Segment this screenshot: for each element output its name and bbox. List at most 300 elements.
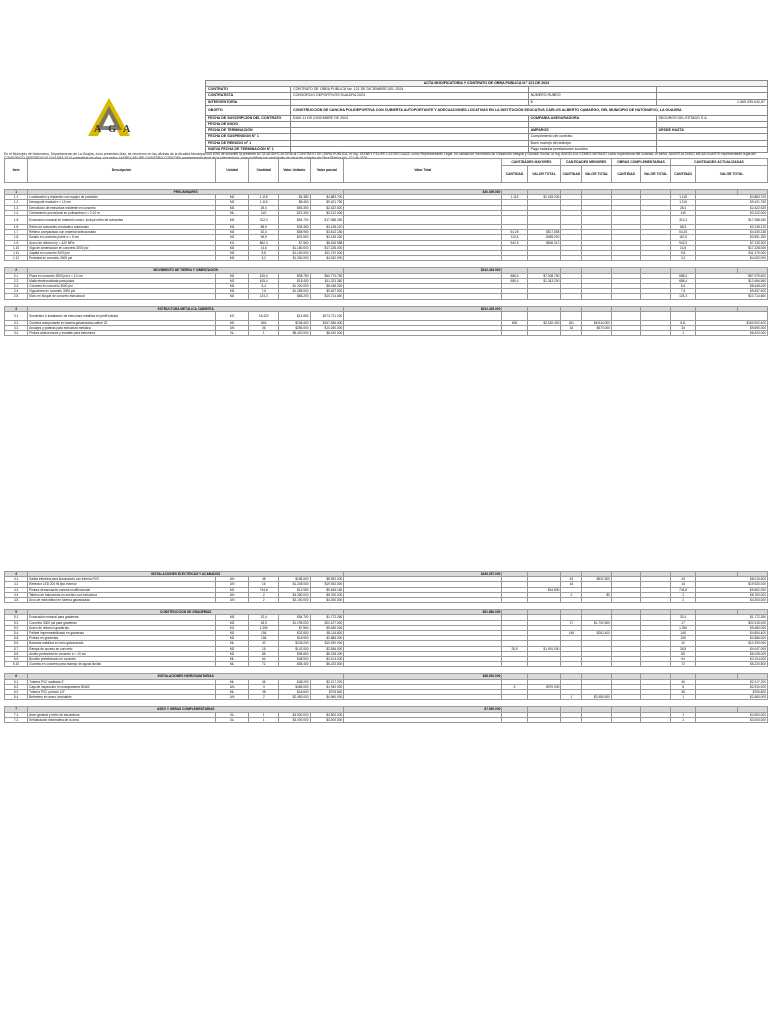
item-code: 3.1 — [5, 311, 28, 320]
item-qty: 2 — [249, 598, 279, 603]
spacer-cell — [582, 667, 612, 674]
item-description: Salida eléctrica para iluminación con tubería PVC — [28, 577, 216, 582]
item-unit: ML — [215, 679, 249, 684]
section-spacer — [5, 299, 768, 306]
spacer-cell — [278, 183, 310, 190]
section-title: PRELIMINARES — [28, 190, 344, 195]
section-total: $40.309.000 — [344, 190, 502, 195]
item-description: Pintura anticorrosiva y esmalte para estructura — [28, 331, 216, 336]
item-qty: 312,4 — [249, 216, 279, 225]
item-partial-value: $10.260.000 — [310, 326, 344, 331]
updated-value: $20.315.000 — [696, 620, 768, 625]
aga-logo-text: AGA — [94, 124, 138, 135]
spacer-cell — [344, 299, 502, 306]
spacer-cell — [582, 603, 612, 610]
spacer-cell — [670, 603, 695, 610]
updated-value: $17.088.280 — [696, 216, 768, 225]
item-unit-value: $18.400 — [278, 278, 310, 283]
table-row — [5, 717, 768, 722]
item-unit-value: $98.750 — [278, 273, 310, 278]
item-description: Excavación manual en material común, incluye retiro de sobrantes — [28, 216, 216, 225]
item-qty: 46 — [249, 679, 279, 684]
spacer-cell — [310, 700, 344, 707]
item-unit-value: $7.560 — [278, 625, 310, 630]
item-code: 1.7 — [5, 230, 28, 235]
item-unit-value: $32.500 — [278, 235, 310, 240]
major-qty — [502, 717, 527, 722]
updated-value: $4.032.000 — [696, 256, 768, 261]
updated-value: $10.290.000 — [696, 641, 768, 646]
updated-qty: 46 — [670, 679, 695, 684]
section-code: 5 — [5, 610, 28, 615]
updated-value: $3.104.000 — [696, 657, 768, 662]
major-qty: 835 — [502, 320, 527, 325]
group-updated: CANTIDADES ACTUALIZADAS — [670, 159, 767, 166]
item-unit: M2 — [215, 200, 249, 205]
item-unit: M3 — [215, 289, 249, 294]
preamble-paragraph: En el Municipio de Hatonuevo, Departamento de La Guajira, a los presentes días, se reunieron en las oficinas de la Alcaldía Municipal con el fin de suscribir la presente ACTA MODIFICATORIA al CONTRATO DE OBRA PÚBLICA, el Ing. JASNEY FELIPE CLEVES DAZA, como Representante Legal, en calidad de Secretario de Desarrollo Integral y Gestión Social, la Ing. ANGÉLICA GÓMEZ MERAZO como supervisora del contrato, el señor JAVIER ALONSO MEJIA DUARTE representante legal del — [4, 152, 756, 156]
updated-value: $2.422.520 — [696, 205, 768, 210]
spacer-cell — [641, 700, 671, 707]
minor-value: $932.500 — [582, 577, 612, 582]
section-title: ESTRUCTURA METÁLICA CUBIERTA — [28, 306, 344, 311]
updated-value: $7.125.300 — [696, 240, 768, 245]
updated-value: $2.217.200 — [696, 679, 768, 684]
item-unit: M3 — [215, 225, 249, 230]
item-unit: UN — [215, 582, 249, 587]
item-code: 1.5 — [5, 216, 28, 225]
section-title: ASEO Y OBRAS COMPLEMENTARIAS — [28, 707, 344, 712]
updated-qty: 156 — [670, 636, 695, 641]
item-unit: UN — [215, 577, 249, 582]
spacer-cell — [502, 603, 527, 610]
spacer-cell — [215, 700, 249, 707]
major-qty: 688,4 — [502, 278, 527, 283]
updated-qty: 3,2 — [670, 256, 695, 261]
item-unit-value: $186.500 — [278, 577, 310, 582]
spacer-cell — [28, 700, 216, 707]
item-qty: 140 — [249, 210, 279, 215]
col-unit: Unidad — [215, 159, 249, 183]
section-title: INSTALACIONES ELÉCTRICAS Y ACABADOS — [28, 572, 344, 577]
spacer-cell — [5, 261, 28, 268]
item-description: Columna en concreto 3000 psi — [28, 284, 216, 289]
item-unit: M3 — [215, 230, 249, 235]
item-code: 5.9 — [5, 657, 28, 662]
updated-qty: 16 — [670, 582, 695, 587]
spacer-cell — [310, 183, 344, 190]
comp-value — [641, 311, 671, 320]
item-qty: 7,5 — [249, 289, 279, 294]
item-code: 1.6 — [5, 225, 28, 230]
item-description: Rampa de acceso en concreto — [28, 646, 216, 651]
item-qty: 124,3 — [249, 294, 279, 299]
item-qty: 14,6 — [249, 245, 279, 250]
item-partial-value: $9.421.750 — [310, 200, 344, 205]
updated-qty: 744,8 — [670, 587, 695, 592]
minor-qty: 34 — [561, 326, 582, 331]
quantities-table-top — [4, 158, 768, 336]
spacer-cell — [28, 261, 216, 268]
header-row: FECHA DE INICIO — [206, 122, 768, 128]
item-unit-value: $2.150.000 — [278, 598, 310, 603]
spacer-cell — [738, 183, 768, 190]
updated-value: $19.920.000 — [696, 582, 768, 587]
spacer-cell — [28, 183, 216, 190]
updated-qty: 6,4 — [670, 284, 695, 289]
updated-qty: 688,4 — [670, 273, 695, 278]
updated-qty: 1.115 — [670, 200, 695, 205]
spacer-cell — [28, 667, 216, 674]
minor-qty — [561, 331, 582, 336]
item-code: 7.1 — [5, 712, 28, 717]
item-code: 1.10 — [5, 245, 28, 250]
major-value: $817.058 — [527, 230, 561, 235]
item-qty: 42 — [249, 641, 279, 646]
item-qty: 96,5 — [249, 235, 279, 240]
item-unit: M2 — [215, 273, 249, 278]
spacer-cell — [641, 261, 671, 268]
item-unit-value: $96.800 — [278, 651, 310, 656]
major-value — [527, 311, 561, 320]
item-unit-value: $245.000 — [278, 641, 310, 646]
item-unit-value: $32.800 — [278, 631, 310, 636]
section-title: INSTALACIONES HIDROSANITARIAS — [28, 674, 344, 679]
minor-value — [582, 216, 612, 225]
item-description: Pintura demarcación cancha multifuncional — [28, 587, 216, 592]
item-qty: 52,4 — [249, 230, 279, 235]
updated-qty: 811 — [670, 320, 695, 325]
item-total-value — [344, 216, 502, 225]
item-code: 2.1 — [5, 273, 28, 278]
spacer-cell — [582, 261, 612, 268]
item-description: Aseo general y retiro de escombros — [28, 712, 216, 717]
header-row: INTERVENTORÍA $ 1.565.339.042,87 — [206, 99, 768, 105]
item-unit: UN — [215, 592, 249, 597]
item-code: 2.4 — [5, 289, 28, 294]
updated-value: $8.760.000 — [696, 592, 768, 597]
item-partial-value: $3.138.210 — [310, 225, 344, 230]
item-qty: 615,4 — [249, 278, 279, 283]
major-qty: 688,4 — [502, 273, 527, 278]
spacer-cell — [561, 700, 582, 707]
section-spacer — [5, 183, 768, 190]
item-code: 3.2 — [5, 320, 28, 325]
item-unit: M2 — [215, 646, 249, 651]
item-code: 7.2 — [5, 717, 28, 722]
major-value: $606.312 — [527, 240, 561, 245]
updated-value: $3.000.000 — [696, 717, 768, 722]
spacer-cell — [5, 183, 28, 190]
updated-qty: 1 — [670, 712, 695, 717]
spacer-cell — [310, 261, 344, 268]
spacer-cell — [738, 700, 768, 707]
header-row: FECHA DE SUSPENSIÓN N° 1 Cumplimiento del contrato — [206, 134, 768, 140]
item-description: Tablero de baloncesto en acrílico con estructura — [28, 592, 216, 597]
item-qty: 1 — [249, 331, 279, 336]
item-unit: M3 — [215, 256, 249, 261]
updated-qty: 72 — [670, 662, 695, 667]
minor-value: $262.400 — [582, 631, 612, 636]
item-qty: 88,5 — [249, 225, 279, 230]
header-row: FECHA DE REINICIO N° 1 Buen manejo del anticipo — [206, 140, 768, 146]
item-qty: 32,4 — [249, 615, 279, 620]
item-code: 1.11 — [5, 251, 28, 256]
item-partial-value: $706.800 — [310, 690, 344, 695]
item-description: Bordillo prefabricado en concreto — [28, 657, 216, 662]
updated-qty: 32,4 — [670, 615, 695, 620]
item-partial-value: $22.107.500 — [310, 620, 344, 625]
spacer-cell — [249, 603, 279, 610]
updated-value: $3.122.000 — [696, 210, 768, 215]
item-unit-value: $14.860 — [278, 311, 310, 320]
spacer-cell — [28, 299, 216, 306]
item-unit-value: $4.380 — [278, 195, 310, 200]
spacer-cell — [670, 183, 695, 190]
spacer-cell — [344, 603, 502, 610]
item-partial-value: $4.032.000 — [310, 256, 344, 261]
item-description: Cunetas en concreto para manejo de aguas lluvias — [28, 662, 216, 667]
item-code: 5.3 — [5, 625, 28, 630]
aga-logo-mark — [78, 96, 140, 144]
item-unit: M2 — [215, 235, 249, 240]
item-code: 1.3 — [5, 205, 28, 210]
item-code: 5.6 — [5, 641, 28, 646]
spacer-cell — [561, 261, 582, 268]
minor-qty: 2 — [561, 592, 582, 597]
item-qty: 744,8 — [249, 587, 279, 592]
section-code: 7 — [5, 707, 28, 712]
updated-qty: 688,4 — [670, 278, 695, 283]
item-unit: M2 — [215, 631, 249, 636]
item-partial-value: $2.217.200 — [310, 679, 344, 684]
item-qty: 1 — [249, 712, 279, 717]
spacer-cell — [696, 261, 738, 268]
item-unit-value: $2.480.000 — [278, 695, 310, 700]
item-partial-value: $5.116.800 — [310, 631, 344, 636]
item-code: 1.1 — [5, 195, 28, 200]
item-unit: GL — [215, 331, 249, 336]
updated-value: $2.886.000 — [696, 636, 768, 641]
item-partial-value: $60.770.750 — [310, 273, 344, 278]
spacer-cell — [310, 667, 344, 674]
updated-qty: 28,4 — [670, 205, 695, 210]
section-spacer — [5, 261, 768, 268]
item-code: 1.2 — [5, 200, 28, 205]
item-code: 5.8 — [5, 651, 28, 656]
item-unit-value: $48.500 — [278, 657, 310, 662]
item-description: Acero de refuerzo fy = 420 MPa — [28, 240, 216, 245]
spacer-cell — [310, 299, 344, 306]
item-unit: M3 — [215, 251, 249, 256]
table-subheader: CANTIDAD VALOR TOTAL CANTIDAD VALOR TOTAL CANTIDAD VALOR TOTAL CANTIDAD VALOR TOTAL — [5, 166, 768, 183]
comp-qty — [611, 216, 641, 225]
major-value: $16.890 — [527, 587, 561, 592]
minor-value: $6.944.000 — [582, 320, 612, 325]
spacer-cell — [249, 183, 279, 190]
major-qty: 64,25 — [502, 230, 527, 235]
item-code: 5.10 — [5, 662, 28, 667]
item-qty: 9,8 — [249, 251, 279, 256]
item-unit: GL — [215, 717, 249, 722]
item-code: 5.4 — [5, 631, 28, 636]
item-description: Cerramiento provisional en polisombra h = 2,10 m — [28, 210, 216, 215]
updated-qty: 34 — [670, 326, 695, 331]
item-partial-value: $9.637.500 — [310, 289, 344, 294]
item-qty: 38 — [249, 690, 279, 695]
spacer-cell — [611, 299, 641, 306]
spacer-cell — [527, 603, 561, 610]
item-unit-value: $142.000 — [278, 646, 310, 651]
updated-value: $9.421.750 — [696, 200, 768, 205]
updated-value: $11.270.000 — [696, 251, 768, 256]
spacer-cell — [611, 700, 641, 707]
updated-qty: 7,5 — [670, 289, 695, 294]
item-unit-value: $485.000 — [278, 684, 310, 689]
item-qty: 16 — [249, 582, 279, 587]
updated-qty: 2 — [670, 592, 695, 597]
updated-value: $4.300.000 — [696, 598, 768, 603]
item-unit: M2 — [215, 195, 249, 200]
item-description: Viga aérea en concreto 3000 psi — [28, 289, 216, 294]
item-partial-value: $1.940.000 — [310, 684, 344, 689]
minor-qty: 1 — [561, 695, 582, 700]
item-qty: 1.250 — [249, 625, 279, 630]
table-row — [5, 311, 768, 320]
item-code: 5.7 — [5, 646, 28, 651]
spacer-cell — [582, 183, 612, 190]
updated-value: $17.228.000 — [696, 245, 768, 250]
section-spacer — [5, 667, 768, 674]
item-unit: UN — [215, 326, 249, 331]
spacer-cell — [527, 261, 561, 268]
item-unit-value: $1.180.000 — [278, 245, 310, 250]
item-unit-value: $8.420.000 — [278, 331, 310, 336]
item-qty: 156 — [249, 631, 279, 636]
item-unit-value: $1.285.000 — [278, 289, 310, 294]
updated-qty: 6 — [670, 684, 695, 689]
item-description: Arco de microfútbol en tubería galvanizada — [28, 598, 216, 603]
section-total: $91.680.000 — [344, 610, 502, 615]
item-partial-value: $8.952.000 — [310, 577, 344, 582]
item-description: Descapote manual e = 10 cm — [28, 200, 216, 205]
spacer-cell — [249, 261, 279, 268]
item-description: Excavación manual para graderías — [28, 615, 216, 620]
item-unit: KG — [215, 311, 249, 320]
updated-qty: 38 — [670, 690, 695, 695]
col-total-value: Valor Total — [344, 159, 502, 183]
minor-qty: 148 — [561, 631, 582, 636]
updated-qty: 2 — [670, 598, 695, 603]
item-qty: 2 — [249, 592, 279, 597]
item-unit: ML — [215, 662, 249, 667]
item-qty: 6,4 — [249, 284, 279, 289]
item-unit: M2 — [215, 278, 249, 283]
col-unit-value: Valor Unitario — [278, 159, 310, 183]
updated-value: $2.910.000 — [696, 684, 768, 689]
updated-qty: 942,5 — [670, 240, 695, 245]
item-qty: 18 — [249, 646, 279, 651]
item-unit: KG — [215, 625, 249, 630]
major-value: $455.000 — [527, 235, 561, 240]
spacer-cell — [215, 261, 249, 268]
minor-value — [582, 311, 612, 320]
updated-value: $8.420.000 — [696, 331, 768, 336]
updated-value: $8.448.000 — [696, 284, 768, 289]
spacer-cell — [5, 700, 28, 707]
spacer-cell — [611, 667, 641, 674]
major-value: $1.491.000 — [527, 646, 561, 651]
updated-value: $160.902.400 — [696, 320, 768, 325]
spacer-cell — [502, 183, 527, 190]
updated-qty: 110,5 — [670, 235, 695, 240]
item-description: Pedestal en concreto 3000 psi — [28, 256, 216, 261]
updated-value: $4.854.400 — [696, 631, 768, 636]
spacer-cell — [278, 667, 310, 674]
item-partial-value: $8.760.000 — [310, 592, 344, 597]
item-unit-value: $3.000.000 — [278, 717, 310, 722]
item-qty: 156 — [249, 636, 279, 641]
header-row: FECHA DE SUSCRIPCIÓN DEL CONTRATO DIAS 11 DE DICIEMBRE DE 2024 COMPAÑÍA ASEGURADORA SEGUROS DEL ESTADO S.A. — [206, 115, 768, 121]
spacer-cell — [582, 299, 612, 306]
item-unit-value: $198.400 — [278, 320, 310, 325]
item-qty: 48 — [249, 577, 279, 582]
section-title: MOVIMIENTO DE TIERRA Y CIMENTACIÓN — [28, 268, 344, 273]
item-code: 1.12 — [5, 256, 28, 261]
spacer-cell — [249, 667, 279, 674]
updated-qty: 28,5 — [670, 646, 695, 651]
item-description: Demolición de estructura existente en concreto — [28, 205, 216, 210]
section-spacer — [5, 603, 768, 610]
quantities-table-bottom — [4, 565, 768, 723]
item-qty: 28,4 — [249, 205, 279, 210]
item-unit: UN — [215, 684, 249, 689]
major-value — [527, 717, 561, 722]
item-description: Andén perimetral en concreto e = 10 cm — [28, 651, 216, 656]
item-partial-value: $3.104.000 — [310, 657, 344, 662]
item-code: 4.4 — [5, 592, 28, 597]
section-code: 2 — [5, 268, 28, 273]
item-qty: 3,2 — [249, 256, 279, 261]
item-partial-value: $2.886.000 — [310, 636, 344, 641]
spacer-cell — [641, 183, 671, 190]
updated-qty: 148 — [670, 631, 695, 636]
item-description: Pintura en graderías — [28, 636, 216, 641]
item-partial-value: $4.500.000 — [310, 712, 344, 717]
spacer-cell — [310, 603, 344, 610]
major-value: $970.000 — [527, 684, 561, 689]
section-total: $912.405.000 — [344, 306, 502, 311]
table-row — [5, 216, 768, 225]
updated-qty: 140 — [670, 210, 695, 215]
updated-qty: 9,8 — [670, 251, 695, 256]
item-description: Placa en concreto 3000 psi e = 12 cm — [28, 273, 216, 278]
item-unit-value: $1.320.000 — [278, 284, 310, 289]
item-partial-value: $6.220.800 — [310, 662, 344, 667]
minor-qty — [561, 216, 582, 225]
spacer-cell — [670, 667, 695, 674]
comp-value — [641, 331, 671, 336]
updated-qty: 14,6 — [670, 245, 695, 250]
item-description: Anclajes y platinas para estructura metálica — [28, 326, 216, 331]
major-value — [527, 331, 561, 336]
major-qty: 28,5 — [502, 646, 527, 651]
comp-value — [641, 216, 671, 225]
minor-value: $2.480.000 — [582, 695, 612, 700]
spacer-cell — [670, 700, 695, 707]
updated-value: $8.019.500 — [696, 577, 768, 582]
updated-value: $3.591.250 — [696, 235, 768, 240]
